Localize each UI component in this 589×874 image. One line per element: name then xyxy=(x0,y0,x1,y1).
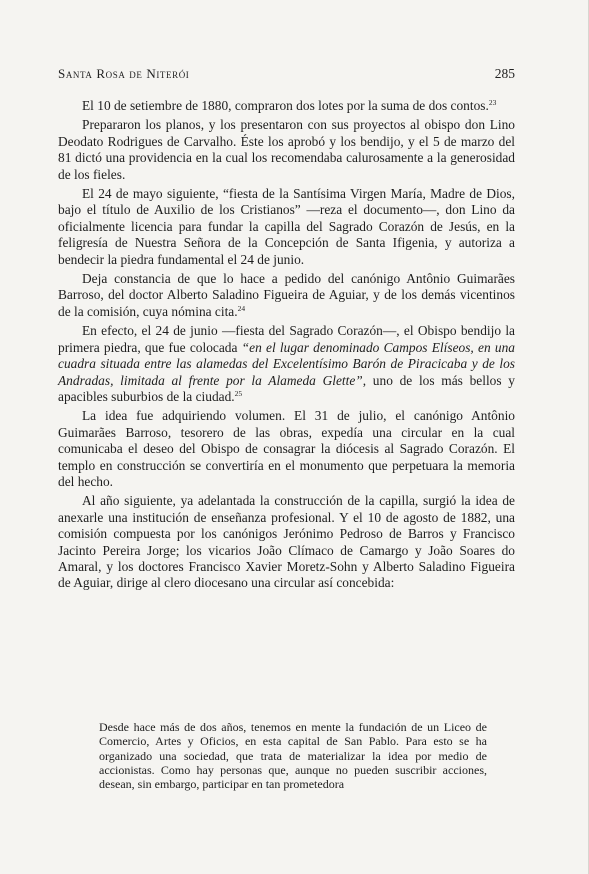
running-head: Santa Rosa de Niterói xyxy=(58,66,190,81)
body-text xyxy=(58,98,515,595)
paragraph-4-text: Deja constancia de que lo hace a pedido del canónigo Antônio Guimarães Barroso, del doctor Alberto Saladino Figueira de Aguiar, y de los demás vicentinos de la comisión, cuya nómina cita. xyxy=(58,271,515,319)
footnote-ref-24: 24 xyxy=(237,303,246,313)
paragraph-5 xyxy=(58,323,515,405)
paragraph-1 xyxy=(58,98,515,114)
page-number: 285 xyxy=(494,66,515,81)
paragraph-2: Prepararon los planos, y los presentaron con sus proyectos al obispo don Lino Deodato Rodrigues de Carvalho. Éste los aprobó y los bendijo, y el 5 de marzo del 81 dictó una providencia en la cual los recomendaba calurosamente a la generosidad de los fieles. xyxy=(58,117,515,182)
paragraph-4 xyxy=(58,271,515,320)
paragraph-1-text: El 10 de setiembre de 1880, compraron dos lotes por la suma de dos contos. xyxy=(82,98,489,113)
paragraph-5-text-before: En efecto, el 24 de junio —fiesta del Sagrado Corazón—, el Obispo bendijo la primera piedra, que fue colocada xyxy=(58,323,515,355)
paragraph-6: La idea fue adquiriendo volumen. El 31 de julio, el canónigo Antônio Guimarães Barroso, tesorero de las obras, expedía una circular en la cual comunicaba el deseo del Obispo de consagrar la diócesis al Sagrado Corazón. El templo en construcción se convertiría en el monumento que perpetuara la memoria del hecho. xyxy=(58,408,515,489)
block-quote xyxy=(99,720,487,791)
page-header xyxy=(58,66,515,84)
paragraph-5-text-after: , uno de los más bellos y apacibles suburbios de la ciudad. xyxy=(58,372,515,404)
block-quote-text: Desde hace más de dos años, tenemos en mente la fundación de un Liceo de Comercio, Artes y Oficios, en esta capital de San Pablo. Para esto se ha organizado una sociedad, que trata de materializar la idea por medio de accionistas. Como hay personas que, aunque no pueden suscribir acciones, desean, sin embargo, participar en tan prometedora xyxy=(99,720,487,792)
paragraph-3: El 24 de mayo siguiente, “fiesta de la Santísima Virgen María, Madre de Dios, bajo el título de Auxilio de los Cristianos” —reza el documento—, don Lino da oficialmente licencia para fundar la capilla del Sagrado Corazón de Jesús, en la feligresía de Nuestra Señora de la Concepción de Santa Ifigenia, y autoriza a bendecir la piedra fundamental el 24 de junio. xyxy=(58,186,515,267)
paragraph-7: Al año siguiente, ya adelantada la construcción de la capilla, surgió la idea de anexarle una institución de enseñanza profesional. Y el 10 de agosto de 1882, una comisión compuesta por los canónigos Jerónimo Pedroso de Barros y Francisco Jacinto Pereira Jorge; los vicarios João Clímaco de Camargo y João Soares do Amaral, y los doctores Francisco Xavier Moretz-Sohn y Alberto Saladino Figueira de Aguiar, dirige al clero diocesano una circular así concebida: xyxy=(58,493,515,591)
paragraph-5-quotation: “en el lugar denominado Campos Elíseos, en una cuadra situada entre las alamedas del Excelentísimo Barón de Piracicaba y de los Andradas, limitada al frente por la Alameda Glette” xyxy=(58,339,515,388)
footnote-ref-23: 23 xyxy=(488,98,497,107)
footnote-ref-25: 25 xyxy=(234,388,243,398)
